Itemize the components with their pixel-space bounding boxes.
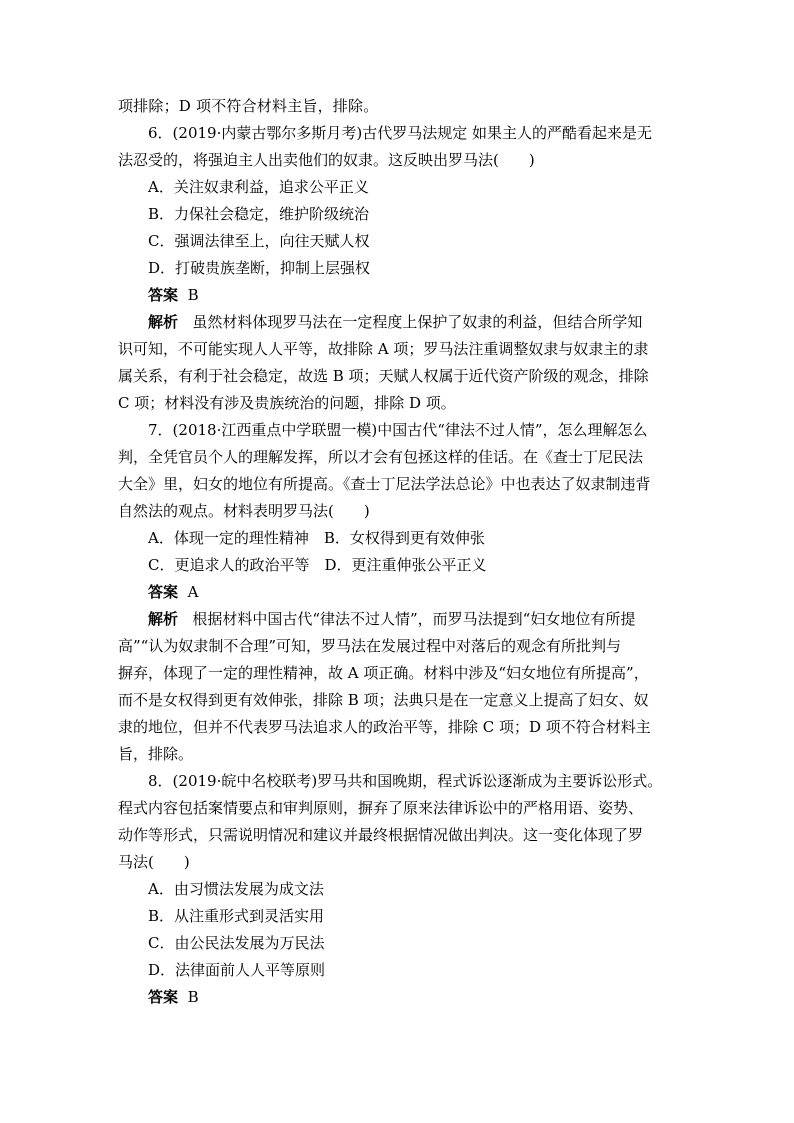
question-stem-line: 自然法的观点。材料表明罗马法( ) <box>118 502 370 520</box>
analysis-line: C 项；材料没有涉及贵族统治的问题，排除 D 项。 <box>118 394 456 412</box>
question-stem-line: 7．(2018·江西重点中学联盟一模)中国古代“律法不过人情”，怎么理解怎么 <box>148 421 648 439</box>
analysis-line: 摒弃，体现了一定的理性精神，故 A 项正确。材料中涉及“妇女地位有所提高”， <box>118 664 649 682</box>
answer-value: B <box>187 988 199 1006</box>
answer-value: B <box>187 286 199 304</box>
answer-label: 答案 <box>148 988 179 1006</box>
previous-analysis-tail: 项排除；D 项不符合材料主旨，排除。 <box>118 97 379 115</box>
answer-label: 答案 <box>148 583 179 601</box>
option-c: C．强调法律至上，向往天赋人权 <box>148 232 370 250</box>
analysis-text: 虽然材料体现罗马法在一定程度上保护了奴隶的利益，但结合所学知 <box>192 313 643 331</box>
answer-label: 答案 <box>148 286 179 304</box>
question-7 <box>118 417 683 768</box>
answer-value: A <box>187 583 199 601</box>
analysis-line <box>118 606 683 633</box>
option-b: B．从注重形式到灵活实用 <box>148 907 325 925</box>
page-content <box>118 93 683 1011</box>
option-d: D．法律面前人人平等原则 <box>148 961 326 979</box>
question-stem-line: 6．(2019·内蒙古鄂尔多斯月考)古代罗马法规定 如果主人的严酷看起来是无 <box>148 124 652 142</box>
answer-line <box>118 282 683 309</box>
question-6 <box>118 120 683 417</box>
option-a: A．由习惯法发展为成文法 <box>148 880 324 898</box>
answer-line <box>118 579 683 606</box>
analysis-line: 而不是女权得到更有效伸张，排除 B 项；法典只是在一定意义上提高了妇女、奴 <box>118 691 649 709</box>
analysis-label: 解析 <box>148 610 179 628</box>
option-row-cd: C．更追求人的政治平等 D．更注重伸张公平正义 <box>148 556 487 574</box>
analysis-line: 识可知，不可能实现人人平等，故排除 A 项；罗马法注重调整奴隶与奴隶主的隶 <box>118 340 649 358</box>
analysis-line: 属关系，有利于社会稳定，故选 B 项；天赋人权属于近代资产阶级的观念，排除 <box>118 367 649 385</box>
question-stem-line: 法忍受的，将强迫主人出卖他们的奴隶。这反映出罗马法( ) <box>118 151 535 169</box>
analysis-text: 根据材料中国古代“律法不过人情”，而罗马法提到“妇女地位有所提 <box>192 610 636 628</box>
question-stem-line: 动作等形式，只需说明情况和建议并最终根据情况做出判决。这一变化体现了罗 <box>118 826 644 844</box>
analysis-line: 隶的地位，但并不代表罗马法追求人的政治平等，排除 C 项；D 项不符合材料主 <box>118 718 651 736</box>
question-stem-line: 8．(2019·皖中名校联考)罗马共和国晚期，程式诉讼逐渐成为主要诉讼形式。 <box>148 772 663 790</box>
question-stem-line: 判，全凭官员个人的理解发挥，所以才会有包拯这样的佳话。在《查士丁尼民法 <box>118 448 644 466</box>
option-row-ab: A．体现一定的理性精神 B．女权得到更有效伸张 <box>148 529 485 547</box>
option-d: D．打破贵族垄断，抑制上层强权 <box>148 259 371 277</box>
option-b: B．力保社会稳定，维护阶级统治 <box>148 205 370 223</box>
analysis-line: 高”“认为奴隶制不合理”可知，罗马法在发展过程中对落后的观念有所批判与 <box>118 637 622 655</box>
analysis-line: 旨，排除。 <box>118 745 194 763</box>
option-c: C．由公民法发展为万民法 <box>148 934 325 952</box>
question-stem-line: 马法( ) <box>118 853 190 871</box>
question-stem-line: 大全》里，妇女的地位有所提高。《查士丁尼法学法总论》中也表达了奴隶制违背 <box>118 475 651 493</box>
option-a: A．关注奴隶利益，追求公平正义 <box>148 178 369 196</box>
answer-line <box>118 984 683 1011</box>
question-stem-line: 程式内容包括案情要点和审判原则，摒弃了原来法律诉讼中的严格用语、姿势、 <box>118 799 644 817</box>
analysis-label: 解析 <box>148 313 179 331</box>
analysis-line <box>118 309 683 336</box>
question-8 <box>118 768 683 1011</box>
